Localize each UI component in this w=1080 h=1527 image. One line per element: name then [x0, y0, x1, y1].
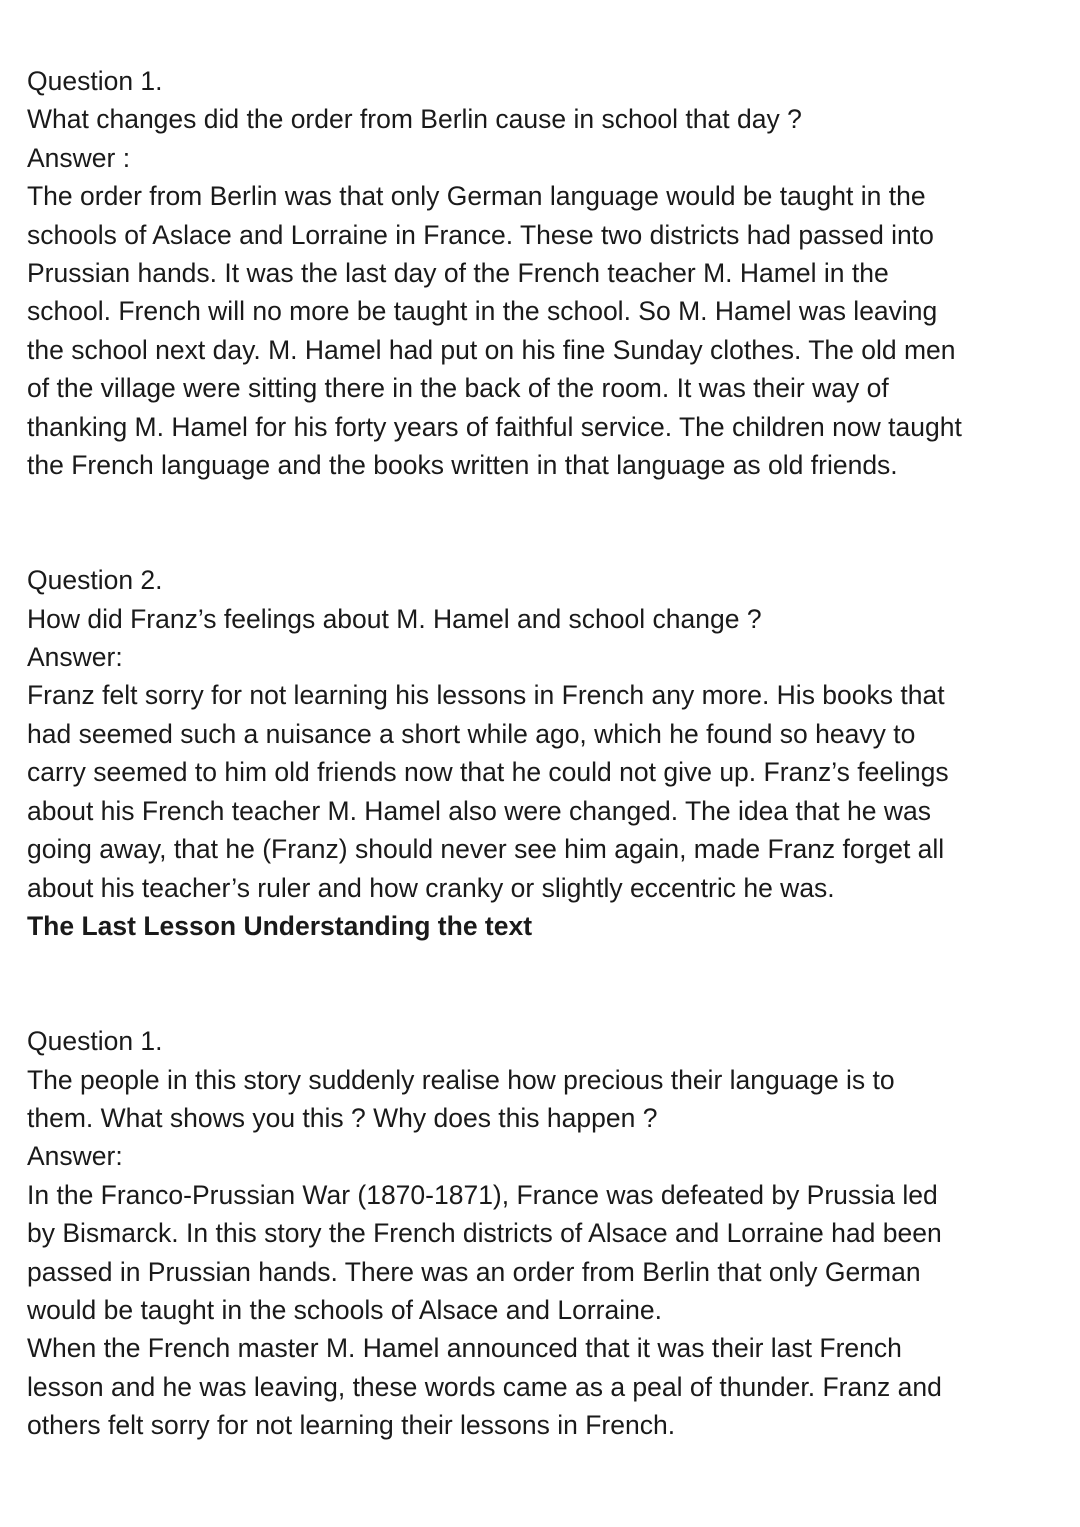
section-heading: The Last Lesson Understanding the text — [27, 910, 533, 941]
answer-line: about his French teacher M. Hamel also were changed. The idea that he was — [27, 795, 931, 826]
answer-line: about his teacher’s ruler and how cranky or slightly eccentric he was. — [27, 872, 835, 903]
answer-line: In the Franco-Prussian War (1870-1871), France was defeated by Prussia led — [27, 1179, 938, 1210]
answer-label: Answer: — [27, 1141, 123, 1172]
answer-line: going away, that he (Franz) should never see him again, made Franz forget all — [27, 834, 945, 865]
answer-line: would be taught in the schools of Alsace and Lorraine. — [27, 1294, 662, 1325]
answer-line: lesson and he was leaving, these words came as a peal of thunder. Franz and — [27, 1371, 942, 1402]
answer-line: passed in Prussian hands. There was an order from Berlin that only German — [27, 1256, 921, 1287]
answer-line: thanking M. Hamel for his forty years of faithful service. The children now taught — [27, 411, 962, 442]
question-text: What changes did the order from Berlin cause in school that day ? — [27, 104, 802, 135]
answer-line: carry seemed to him old friends now that he could not give up. Franz’s feelings — [27, 757, 949, 788]
section-spacer — [27, 484, 1067, 561]
answer-line: the school next day. M. Hamel had put on his fine Sunday clothes. The old men — [27, 334, 956, 365]
answer-line: school. French will no more be taught in the school. So M. Hamel was leaving — [27, 296, 938, 327]
answer-line: Prussian hands. It was the last day of the French teacher M. Hamel in the — [27, 258, 889, 289]
question-label: Question 1. — [27, 1026, 163, 1057]
question-label: Question 1. — [27, 66, 163, 96]
answer-line: of the village were sitting there in the back of the room. It was their way of — [27, 373, 889, 404]
qa-block-3 — [27, 1022, 1067, 1444]
answer-line: by Bismarck. In this story the French districts of Alsace and Lorraine had been — [27, 1218, 942, 1249]
question-text: How did Franz’s feelings about M. Hamel and school change ? — [27, 603, 762, 634]
answer-line: schools of Aslace and Lorraine in France. These two districts had passed into — [27, 219, 934, 250]
document-page — [27, 62, 1067, 1445]
question-text: them. What shows you this ? Why does this happen ? — [27, 1102, 658, 1133]
qa-block-2 — [27, 561, 1067, 907]
qa-block-1 — [27, 62, 1067, 484]
section-spacer — [27, 945, 1067, 1022]
answer-line: others felt sorry for not learning their lessons in French. — [27, 1410, 676, 1441]
answer-line: the French language and the books written in that language as old friends. — [27, 450, 898, 481]
answer-label: Answer: — [27, 642, 123, 673]
answer-line: When the French master M. Hamel announced that it was their last French — [27, 1333, 902, 1364]
question-label: Question 2. — [27, 565, 163, 596]
answer-label: Answer : — [27, 142, 131, 173]
answer-line: Franz felt sorry for not learning his lessons in French any more. His books that — [27, 680, 945, 711]
question-text: The people in this story suddenly realise how precious their language is to — [27, 1064, 895, 1095]
answer-line: had seemed such a nuisance a short while ago, which he found so heavy to — [27, 718, 916, 749]
answer-line: The order from Berlin was that only German language would be taught in the — [27, 181, 926, 212]
